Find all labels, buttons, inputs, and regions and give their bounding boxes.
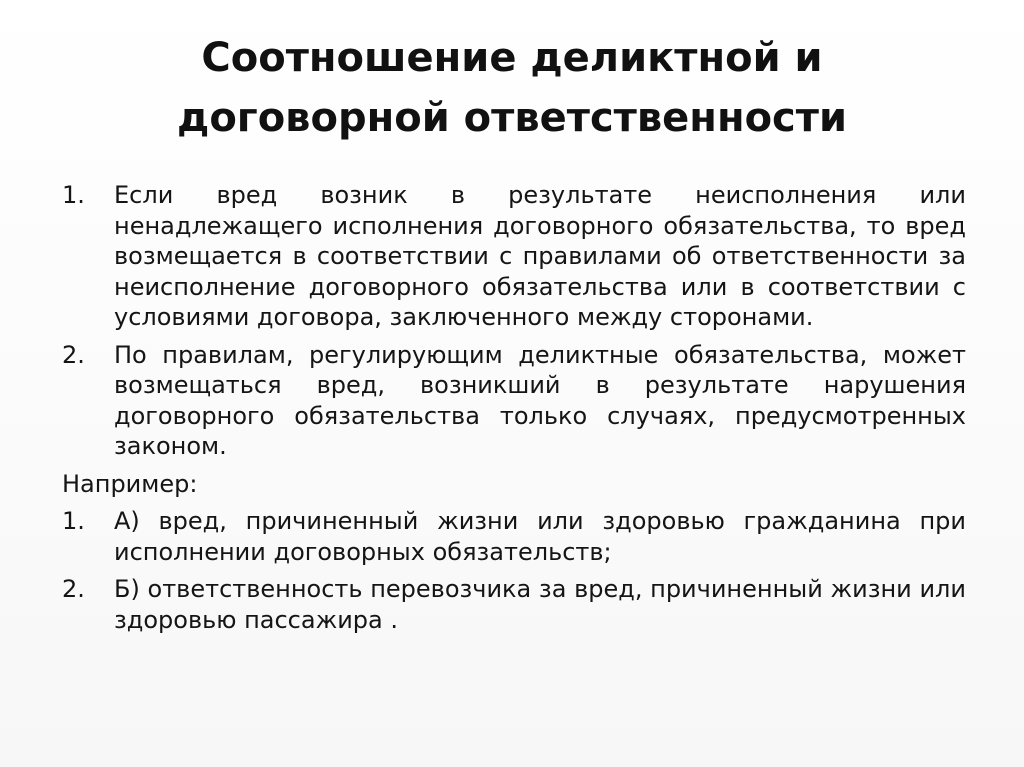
list-item-text: Если вред возник в результате неисполнения или ненадлежащего исполнения договорного обязательства, то вред возмещается в соответствии с правилами об ответственности за неисполнение договорного обязательства или в соответствии с условиями договора, заключенного между сторонами. [114,181,966,331]
slide-body [62,180,966,635]
list-item-number: 2. [62,340,85,369]
title-line-2: договорной ответственности [177,95,847,141]
example-item [62,574,966,635]
example-item-text: А) вред, причиненный жизни или здоровью гражданина при исполнении договорных обязательств; [114,507,966,566]
list-item [62,340,966,462]
example-item-text: Б) ответственность перевозчика за вред, причиненный жизни или здоровью пассажира . [114,575,966,634]
slide-title [100,28,924,148]
list-item-number: 1. [62,181,85,209]
example-label: Например: [62,469,198,498]
example-item-number: 2. [62,575,85,603]
list-item-text: По правилам, регулирующим деликтные обязательства, может возмещаться вред, возникший в результате нарушения договорного обязательства только случаях, предусмотренных законом. [114,340,966,460]
example-item-number: 1. [62,507,85,535]
title-line-1: Соотношение деликтной и [201,35,823,81]
example-item [62,506,966,567]
list-item [62,180,966,333]
